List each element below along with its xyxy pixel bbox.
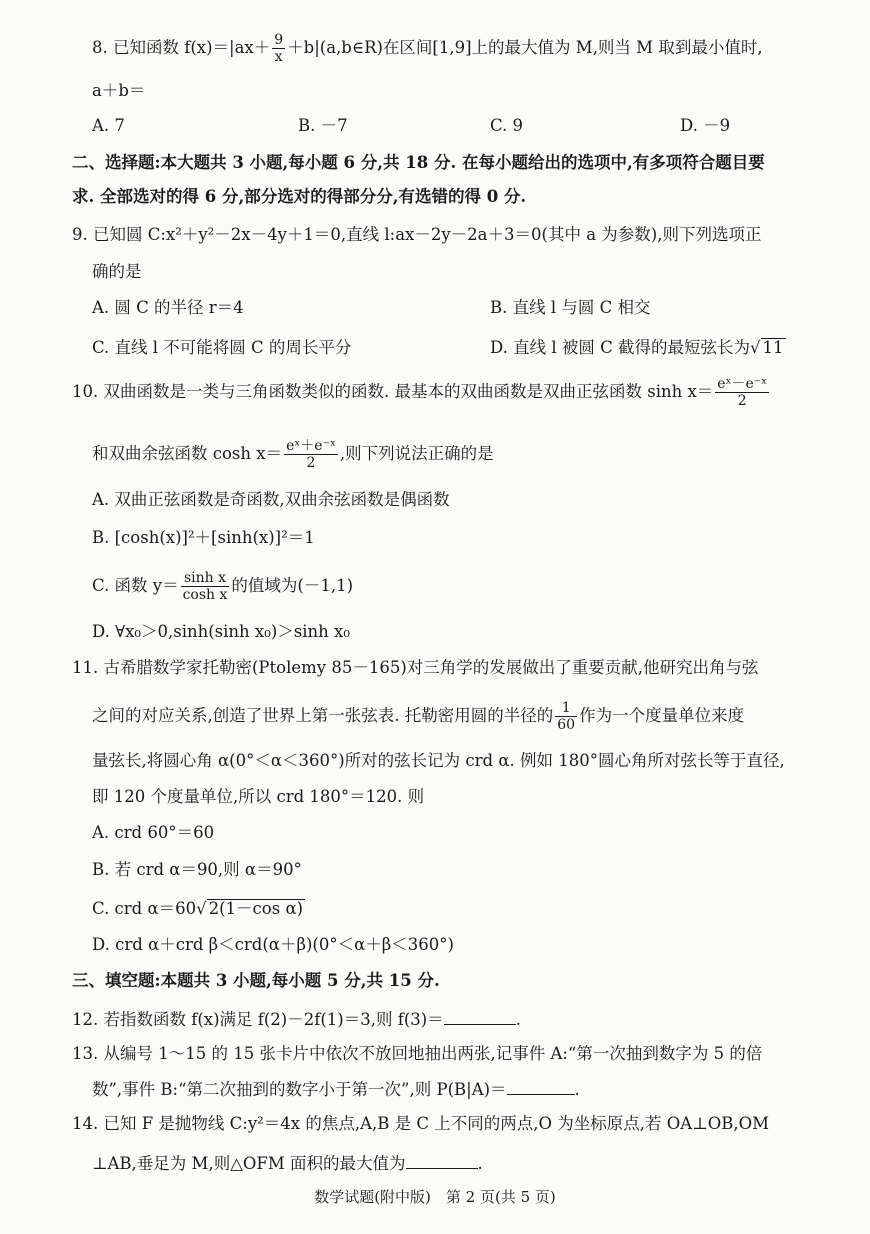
q8-line2: a＋b＝ (92, 81, 146, 100)
q13-line1: 13. 从编号 1～15 的 15 张卡片中依次不放回地抽出两张,记事件 A:“第一次抽到数字为 5 的倍 (72, 1044, 763, 1063)
q11-option-b: B. 若 crd α＝90,则 α＝90° (92, 860, 302, 879)
q9-option-c: C. 直线 l 不可能将圆 C 的周长平分 (92, 338, 352, 357)
q10-line2: 和双曲余弦函数 cosh x＝ $\frac{\text{eˣ＋e⁻ˣ}}{2}$ ,则下列说法正确的是 (92, 438, 494, 471)
q10-optc-fraction: $\frac{\text{sinh x}}{\text{cosh x}}$ (182, 570, 228, 603)
q9-line1: 9. 已知圆 C:x²＋y²－2x－4y＋1＝0,直线 l:ax－2y－2a＋3＝0(其中 a 为参数),则下列选项正 (72, 225, 762, 244)
q11-option-d: D. crd α＋crd β＜crd(α＋β)(0°＜α＋β＜360°) (92, 935, 454, 954)
q11-line4: 即 120 个度量单位,所以 crd 180°＝120. 则 (92, 787, 425, 806)
q13-line2: 数”,事件 B:“第二次抽到的数字小于第一次”,则 P(B|A)＝ . (92, 1080, 580, 1099)
q11-line1: 11. 古希腊数学家托勒密(Ptolemy 85－165)对三角学的发展做出了重要贡献,他研究出角与弦 (72, 658, 759, 677)
q9-option-a: A. 圆 C 的半径 r＝4 (92, 298, 244, 317)
q9-option-b: B. 直线 l 与圆 C 相交 (490, 298, 651, 317)
q8-option-a: A. 7 (92, 116, 125, 135)
section3-heading: 三、填空题:本题共 3 小题,每小题 5 分,共 15 分. (72, 971, 440, 990)
q11-option-a: A. crd 60°＝60 (92, 823, 215, 842)
q8-option-c: C. 9 (490, 116, 524, 135)
q11-fraction: $\frac{1}{60}$ (557, 700, 576, 733)
q10-option-a: A. 双曲正弦函数是奇函数,双曲余弦函数是偶函数 (92, 490, 450, 509)
q14-line2: ⊥AB,垂足为 M,则△OFM 面积的最大值为 . (92, 1154, 483, 1173)
q10-line1: 10. 双曲函数是一类与三角函数类似的函数. 最基本的双曲函数是双曲正弦函数 sinh x＝ $\frac{\text{eˣ－e⁻ˣ}}{2}$ (72, 376, 768, 409)
q10-sinh-fraction: $\frac{\text{eˣ－e⁻ˣ}}{2}$ (717, 376, 768, 409)
q10-cosh-fraction: $\frac{\text{eˣ＋e⁻ˣ}}{2}$ (286, 438, 336, 471)
q8-option-d: D. －9 (680, 116, 731, 135)
q13-answer-blank[interactable] (507, 1078, 575, 1095)
q9-option-d: D. 直线 l 被圆 C 截得的最短弦长为√ 11 (490, 338, 784, 357)
q10-option-d: D. ∀x₀＞0,sinh(sinh x₀)＞sinh x₀ (92, 622, 350, 641)
q14-answer-blank[interactable] (406, 1152, 478, 1169)
q11-option-c: C. crd α＝60√ 2(1－cos α) (92, 899, 304, 918)
q11-sqrt: 2(1－cos α) (208, 899, 304, 918)
q12-answer-blank[interactable] (444, 1008, 516, 1025)
q14-line1: 14. 已知 F 是抛物线 C:y²＝4x 的焦点,A,B 是 C 上不同的两点,O 为坐标原点,若 OA⊥OB,OM (72, 1114, 770, 1133)
q11-line2: 之间的对应关系,创造了世界上第一张弦表. 托勒密用圆的半径的 $\frac{1}{60}$ 作为一个度量单位来度 (92, 700, 745, 733)
q12-line: 12. 若指数函数 f(x)满足 f(2)－2f(1)＝3,则 f(3)＝ . (72, 1010, 521, 1029)
q9-line2: 确的是 (92, 262, 142, 281)
q8-fraction: $\frac{9}{x}$ (274, 32, 284, 65)
page-footer: 数学试题(附中版) 第 2 页(共 5 页) (314, 1188, 556, 1206)
q8-line1: 8. 已知函数 f(x)＝|ax＋ $\frac{9}{x}$ ＋b|(a,b∈R)在区间[1,9]上的最大值为 M,则当 M 取到最小值时, (92, 32, 763, 65)
q10-option-c: C. 函数 y＝ $\frac{\text{sinh x}}{\text{cosh x}}$ 的值域为(－1,1) (92, 570, 354, 603)
q10-option-b: B. [cosh(x)]²＋[sinh(x)]²＝1 (92, 528, 315, 547)
section2-heading-line2: 求. 全部选对的得 6 分,部分选对的得部分分,有选错的得 0 分. (72, 187, 527, 206)
q11-line3: 量弦长,将圆心角 α(0°＜α＜360°)所对的弦长记为 crd α. 例如 180°圆心角所对弦长等于直径, (92, 751, 785, 770)
q8-option-b: B. －7 (298, 116, 348, 135)
section2-heading-line1: 二、选择题:本大题共 3 小题,每小题 6 分,共 18 分. 在每小题给出的选项中,有多项符合题目要 (72, 153, 765, 172)
q9-sqrt: 11 (762, 338, 784, 357)
